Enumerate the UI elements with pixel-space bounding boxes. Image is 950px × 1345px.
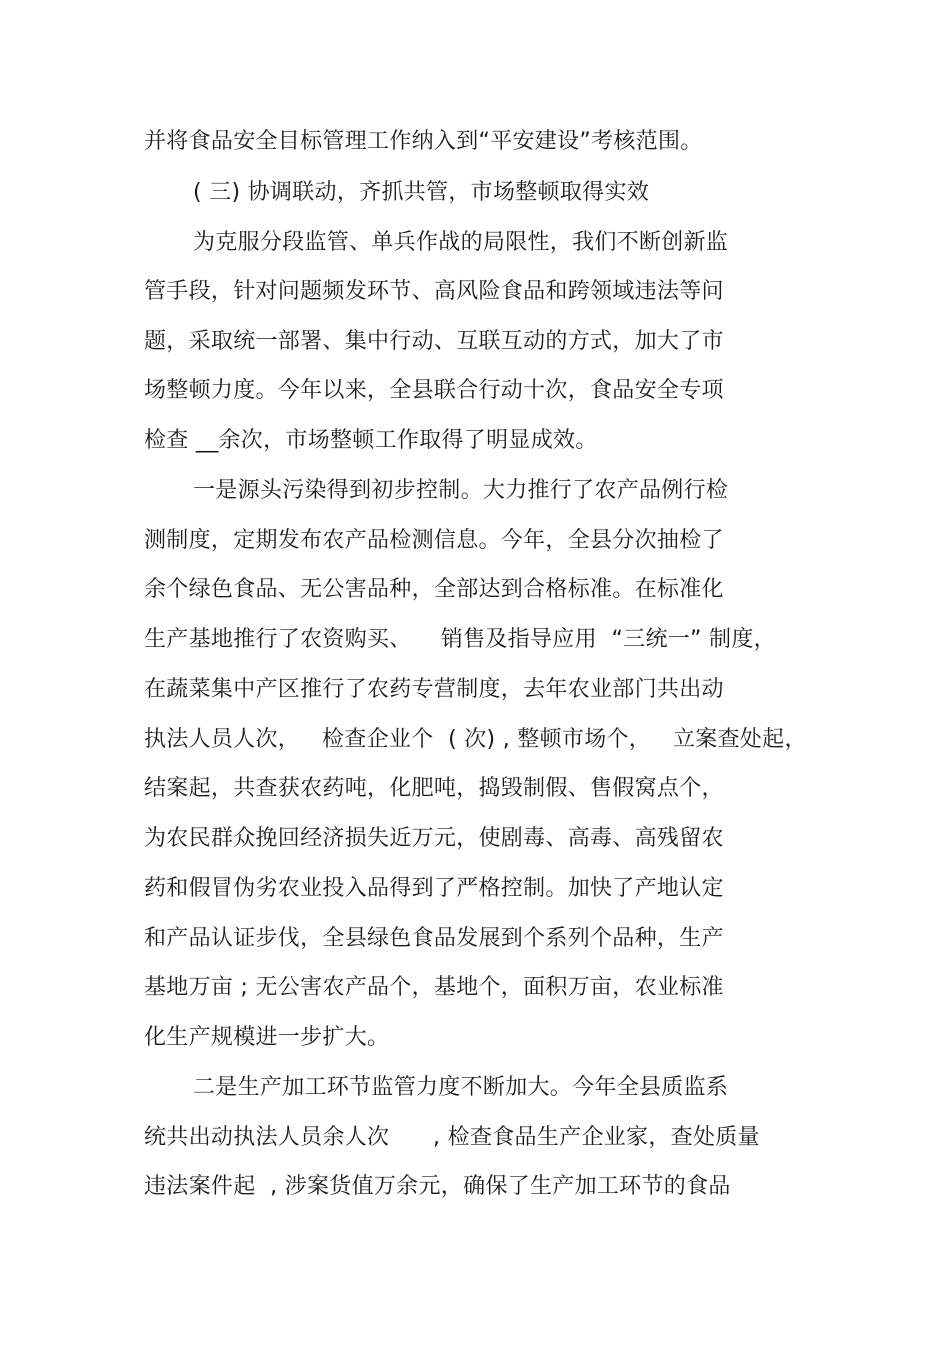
section-heading: ( 三) 协调联动，齐抓共管，市场整顿取得实效 — [193, 180, 650, 205]
text-line: 结案起，共查获农药吨，化肥吨，捣毁制假、售假窝点个， — [144, 776, 724, 801]
text-line: 二是生产加工环节监管力度不断加大。今年全县质监系 — [193, 1075, 729, 1100]
text-line: 测制度，定期发布农产品检测信息。今年，全县分次抽检了 — [144, 528, 724, 553]
text-line: 为克服分段监管、单兵作战的局限性，我们不断创新监 — [193, 230, 729, 255]
text-line: 余个绿色食品、无公害品种，全部达到合格标准。在标准化 — [144, 577, 724, 602]
text-line: 在蔬菜集中产区推行了农药专营制度，去年农业部门共出动 — [144, 677, 724, 702]
text-line: 化生产规模进一步扩大。 — [144, 1025, 390, 1050]
text-line: 基地万亩 ; 无公害农产品个，基地个，面积万亩，农业标准 — [144, 975, 724, 1000]
text-line: 违法案件起 , 涉案货值万余元，确保了生产加工环节的食品 — [144, 1174, 731, 1199]
text-line: 题，采取统一部署、集中行动、互联互动的方式，加大了市 — [144, 329, 724, 354]
text-line: 场整顿力度。今年以来，全县联合行动十次，食品安全专项 — [144, 378, 724, 403]
text-line: 和产品认证步伐，全县绿色食品发展到个系列个品种，生产 — [144, 926, 724, 951]
text-line: 执法人员人次， 检查企业个 ( 次) , 整顿市场个， 立案查处起， — [144, 727, 807, 752]
text-line: 统共出动执法人员余人次 , 检查食品生产企业家，查处质量 — [144, 1125, 760, 1150]
text-line: 一是源头污染得到初步控制。大力推行了农产品例行检 — [193, 478, 729, 503]
text-line: 管手段，针对问题频发环节、高风险食品和跨领域违法等问 — [144, 279, 724, 304]
text-line: 为农民群众挽回经济损失近万元，使剧毒、高毒、高残留农 — [144, 826, 724, 851]
text-line: 检查 __余次，市场整顿工作取得了明显成效。 — [144, 428, 598, 453]
text-line: 药和假冒伪劣农业投入品得到了严格控制。加快了产地认定 — [144, 876, 724, 901]
text-line: 生产基地推行了农资购买、 销售及指导应用 “三统一” 制度， — [144, 627, 776, 652]
text-line: 并将食品安全目标管理工作纳入到“平安建设”考核范围。 — [144, 129, 703, 154]
